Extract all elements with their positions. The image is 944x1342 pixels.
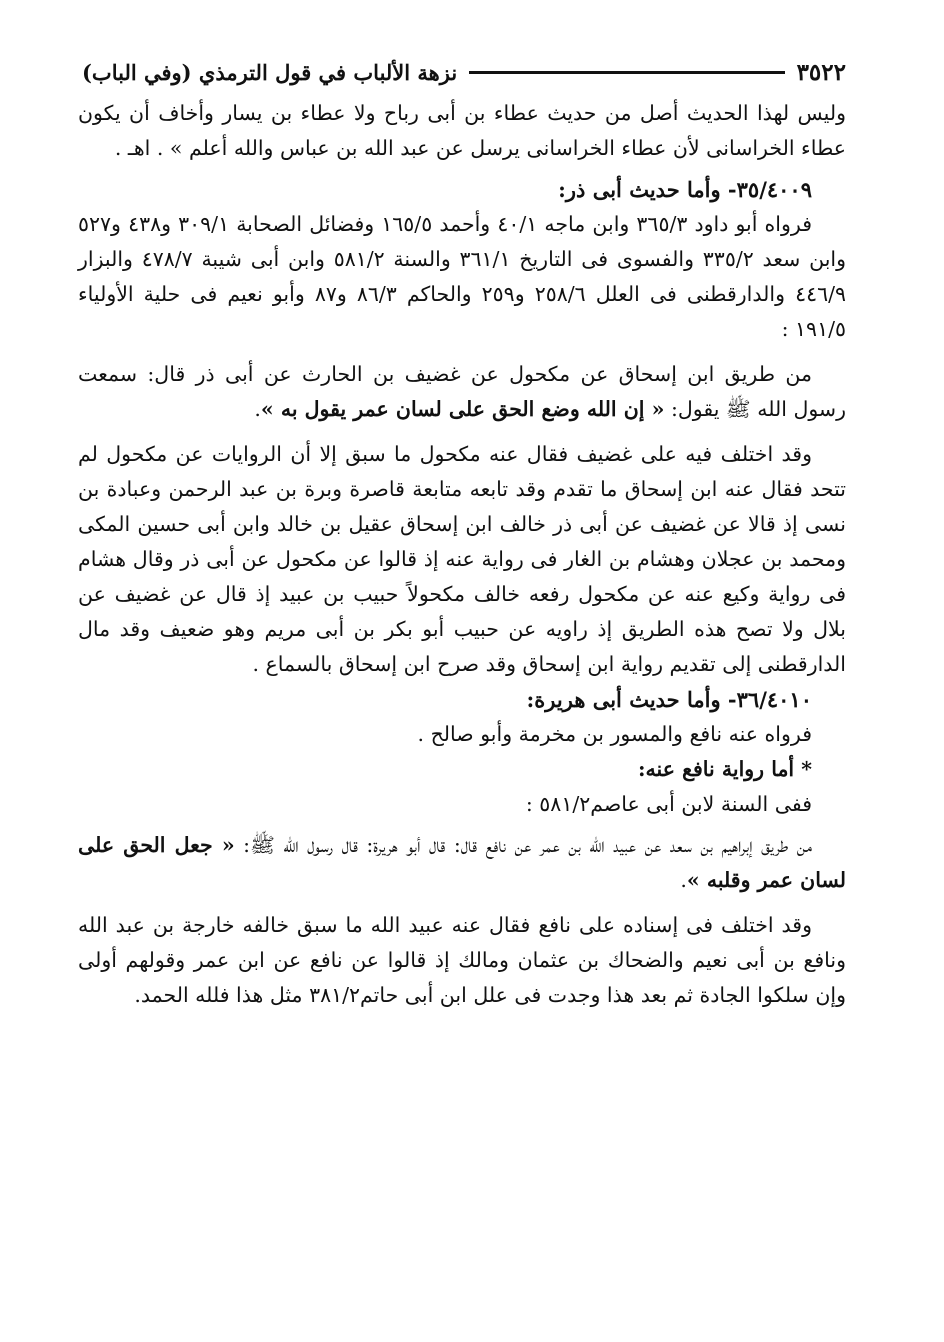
hadith-quote: « إن الله وضع الحق على لسان عمر يقول به » [260,397,665,421]
paragraph-chain-nafi [78,828,846,898]
paragraph-narrators-abu-hurayra: فرواه عنه نافع والمسور بن مخرمة وأبو صالح . [417,722,812,746]
running-title: نزهة الألباب في قول الترمذي (وفي الباب) [82,59,458,85]
sentence-end: . [680,868,687,892]
paragraph-sources-abu-dharr: فرواه أبو داود ٣٦٥/٣ وابن ماجه ٤٠/١ وأحمد ١٦٥/٥ وفضائل الصحابة ٣٠٩/١ و٤٣٨ و٥٢٧ وابن سعد ٣٣٥/٢ والفسوى فى التاريخ ٣٦١/١ والسنة ٥٨١/٢ وابن أبى شيبة ٤٧٨/٧ والبزار ٤٤٦/٩ والدارقطنى فى العلل ٢٥٨/٦ و٢٥٩ والحاكم ٨٦/٣ و٨٧ وأبو نعيم فى حلية الأولياء ١٩١/٥ : [78,212,847,341]
header-rule [469,71,784,74]
chain-text: من طريق ابن إسحاق عن مكحول عن غضيف بن الحارث عن أبى ذر قال: سمعت رسول الله ﷺ يقول: [78,362,846,421]
section-heading-abu-dharr: ٣٥/٤٠٠٩- وأما حديث أبى ذر: [558,177,812,202]
page-body [78,96,846,1013]
paragraph-continuation: وليس لهذا الحديث أصل من حديث عطاء بن أبى رباح ولا عطاء بن يسار وأخاف أن يكون عطاء الخراسانى لأن عطاء الخراسانى يرسل عن عبد الله بن عباس والله أعلم » . اهـ . [78,101,846,160]
paragraph-chain-abu-dharr [78,357,846,427]
chain-text: من طريق إبراهيم بن سعد عن عبيد الله بن عمر عن نافع قال: قال أبو هريرة: قال رسول الله ﷺ: [234,833,812,857]
page-header [82,52,846,92]
subheading-nafi: * أما رواية نافع عنه: [637,757,812,781]
paragraph-discussion-nafi: وقد اختلف فى إسناده على نافع فقال عنه عبيد الله ما سبق خالفه خارجة بن عبد الله ونافع بن أبى نعيم والضحاك بن عثمان ومالك إذ قالوا عن نافع عن ابن عمر وقولهم أولى وإن سلكوا الجادة ثم بعد هذا وجدت فى علل ابن أبى حاتم٣٨١/٢ مثل هذا فلله الحمد. [78,913,846,1007]
page-number: ٣٥٢٢ [796,58,846,86]
sentence-end: . [254,397,261,421]
paragraph-discussion-abu-dharr: وقد اختلف فيه على غضيف فقال عنه مكحول ما سبق إلا أن الروايات عن مكحول لم تتحد فقال عنه ابن إسحاق ما تقدم وقد تابعه متابعة قاصرة وبرة بن عبد الرحمن وعبادة بن نسى إذ قالا عن غضيف عن أبى ذر خالف ابن إسحاق عقيل بن خالد وابن أبى حسين المكى ومحمد بن عجلان وهشام بن الغار فى رواية عنه إذ قالوا عن مكحول عن أبى ذر وقال هشام فى رواية وكيع عنه عن مكحول رفعه خالف مكحولاً حبيب بن عبيد إذ قال عن غضيف عن بلال ولا تصح هذه الطريق إذ راويه عن حبيب أبو بكر بن أبى مريم وهو ضعيف وقد مال الدارقطنى إلى تقديم رواية ابن إسحاق وقد صرح ابن إسحاق بالسماع . [78,442,846,676]
section-heading-abu-hurayra: ٣٦/٤٠١٠- وأما حديث أبى هريرة: [526,687,812,712]
hadith-quote: « جعل الحق على لسان عمر وقلبه » [78,833,846,892]
paragraph-source-nafi: ففى السنة لابن أبى عاصم٥٨١/٢ : [525,792,812,816]
